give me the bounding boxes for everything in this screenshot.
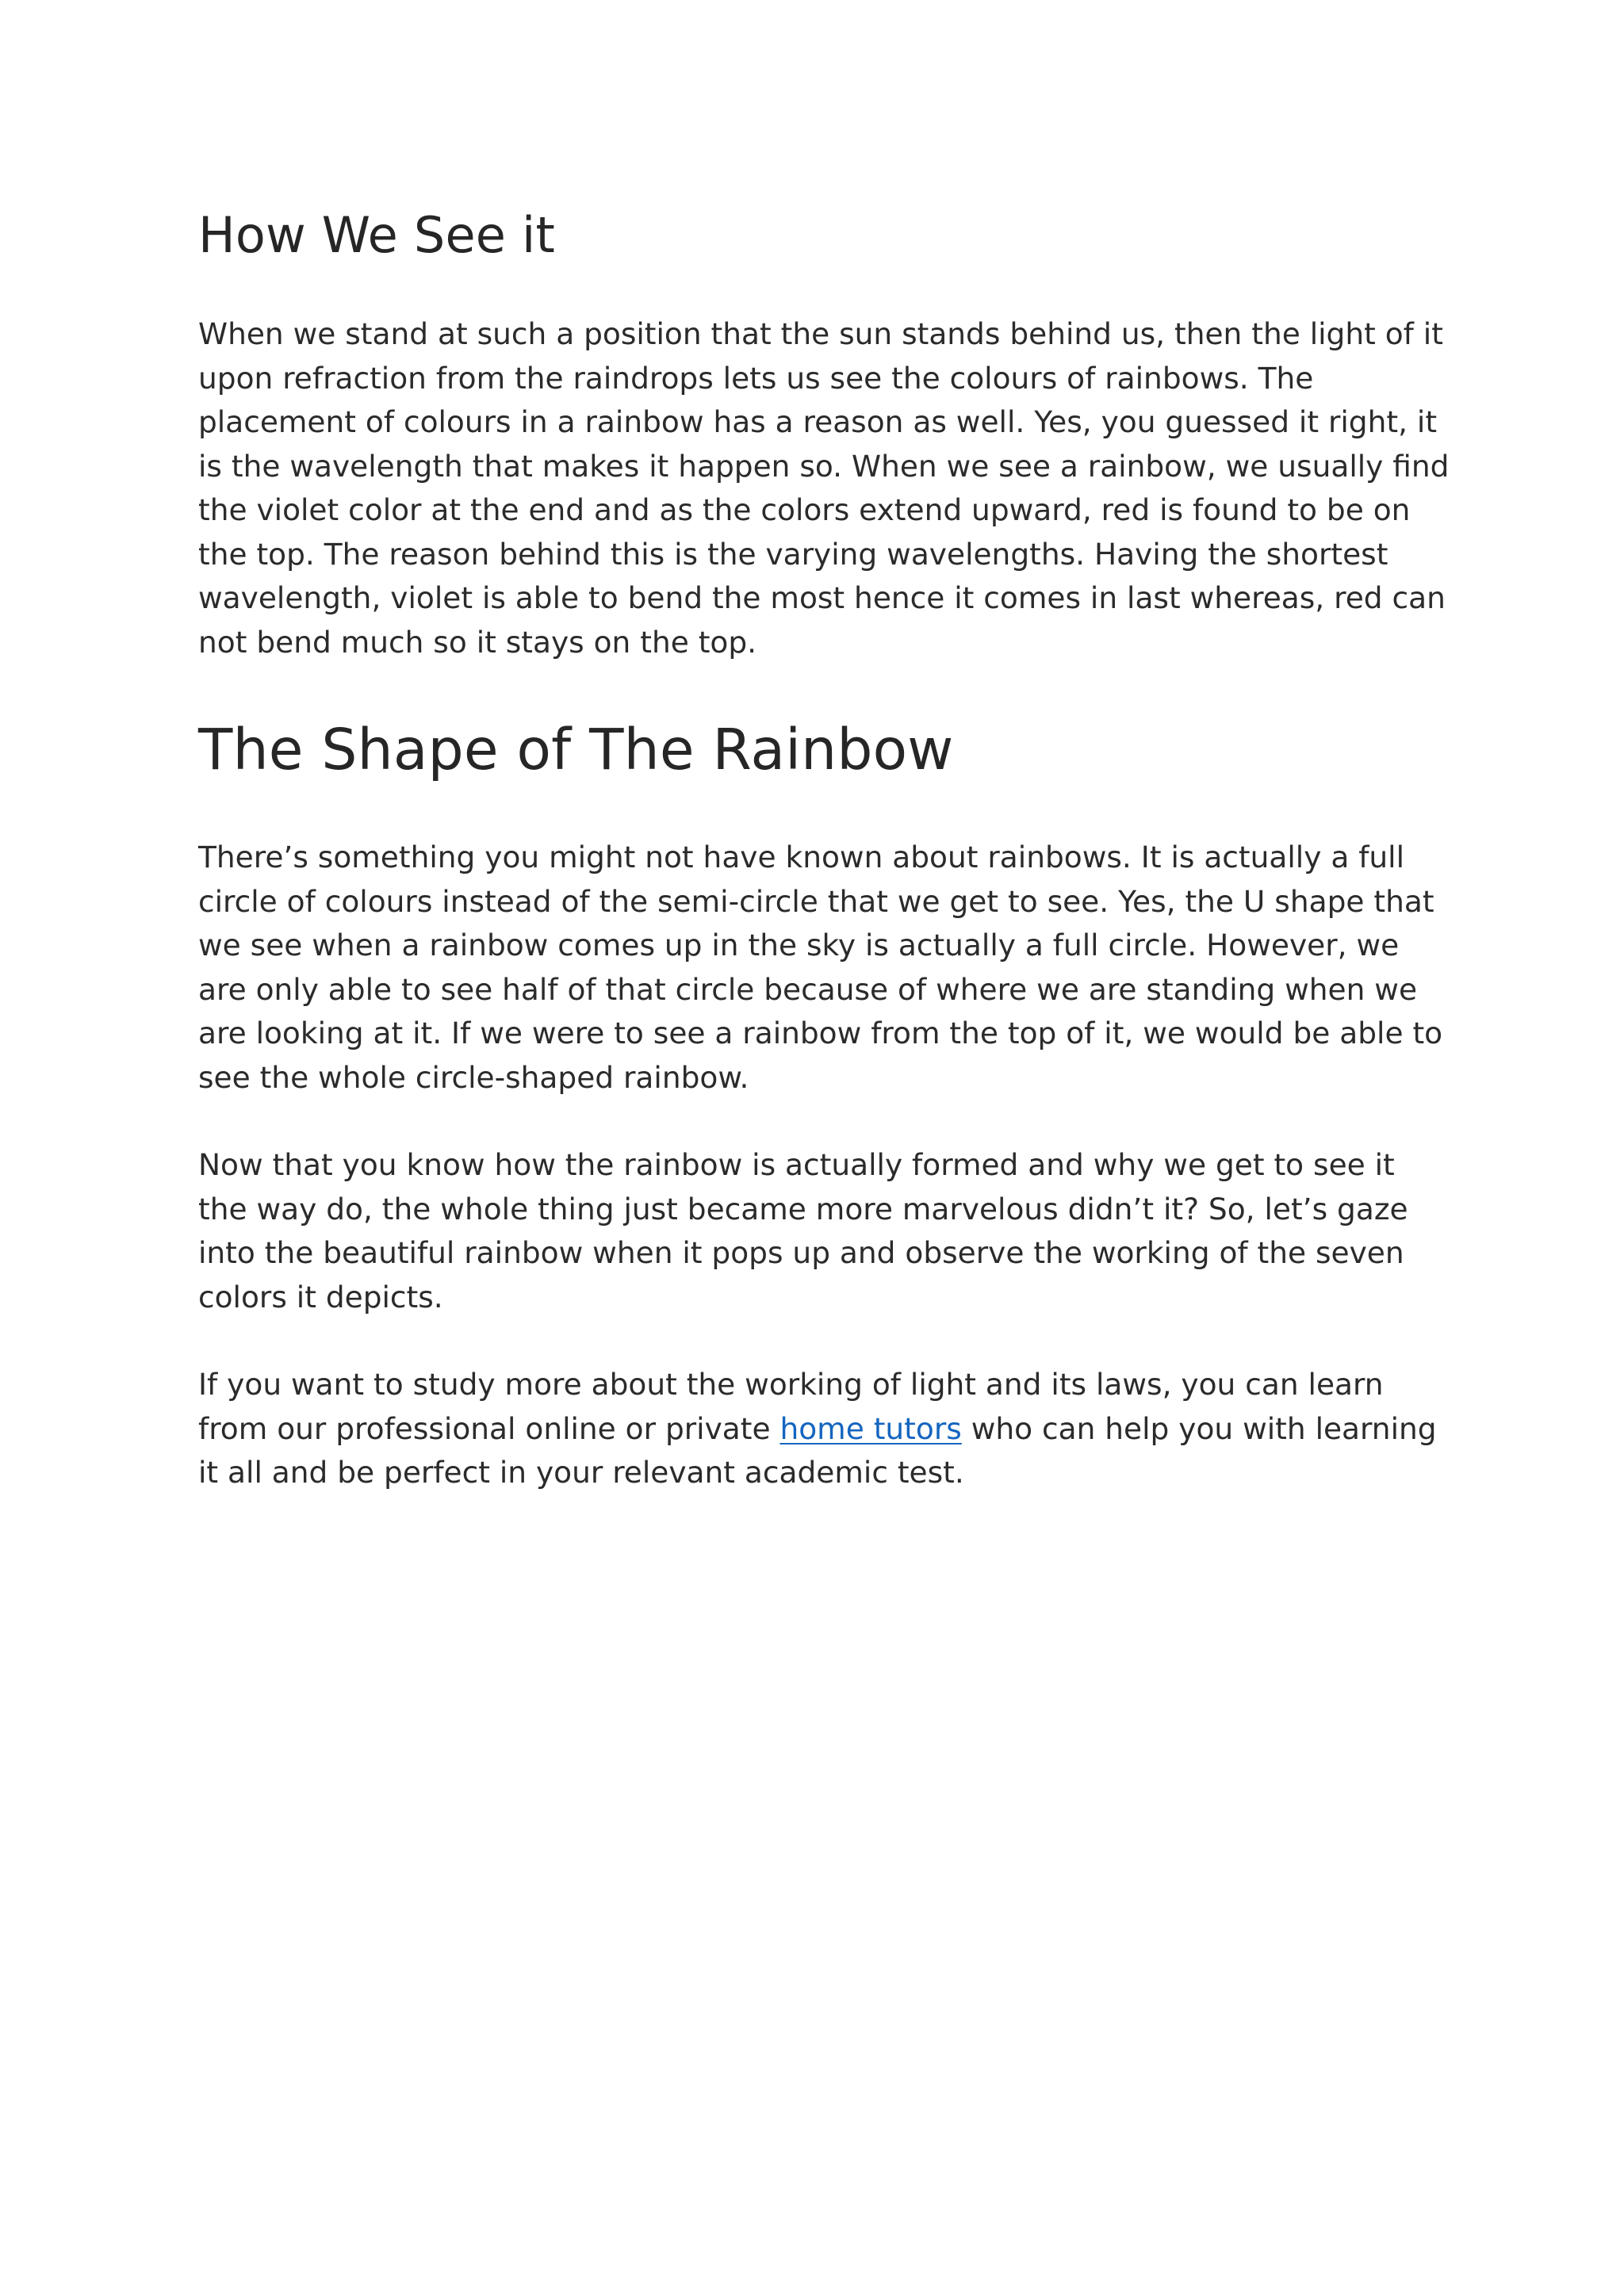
paragraph-tutors-text-after: who can help you with learning it all and be perfect in your relevant academic test. [198, 1410, 1437, 1490]
paragraph-tutors-text-before: If you want to study more about the working of light and its laws, you can learn from our professional online or private [198, 1367, 1384, 1446]
heading-how-we-see-it: How We See it [198, 206, 555, 264]
paragraph-tutors [198, 1363, 1451, 1495]
home-tutors-link[interactable]: home tutors [779, 1410, 962, 1446]
document-page [198, 190, 1451, 1495]
paragraph-marvelous: Now that you know how the rainbow is actually formed and why we get to see it the way do, the whole thing just became more marvelous didn’t it? So, let’s gaze into the beautiful rainbow when it pops up and observe the working of the seven colors it depicts. [198, 1147, 1408, 1314]
paragraph-how-we-see: When we stand at such a position that the sun stands behind us, then the light of it upon refraction from the raindrops lets us see the colours of rainbows. The placement of colours in a rainbow has a reason as well. Yes, you guessed it right, it is the wavelength that makes it happen so. When we see a rainbow, we usually find the violet color at the end and as the colors extend upward, red is found to be on the top. The reason behind this is the varying wavelengths. Having the shortest wavelength, violet is able to bend the most hence it comes in last whereas, red can not bend much so it stays on the top. [198, 316, 1450, 660]
heading-shape-of-rainbow: The Shape of The Rainbow [198, 717, 954, 783]
paragraph-full-circle: There’s something you might not have known about rainbows. It is actually a full circle of colours instead of the semi-circle that we get to see. Yes, the U shape that we see when a rainbow comes up in the sky is actually a full circle. However, we are only able to see half of that circle because of where we are standing when we are looking at it. If we were to see a rainbow from the top of it, we would be able to see the whole circle-shaped rainbow. [198, 840, 1443, 1095]
